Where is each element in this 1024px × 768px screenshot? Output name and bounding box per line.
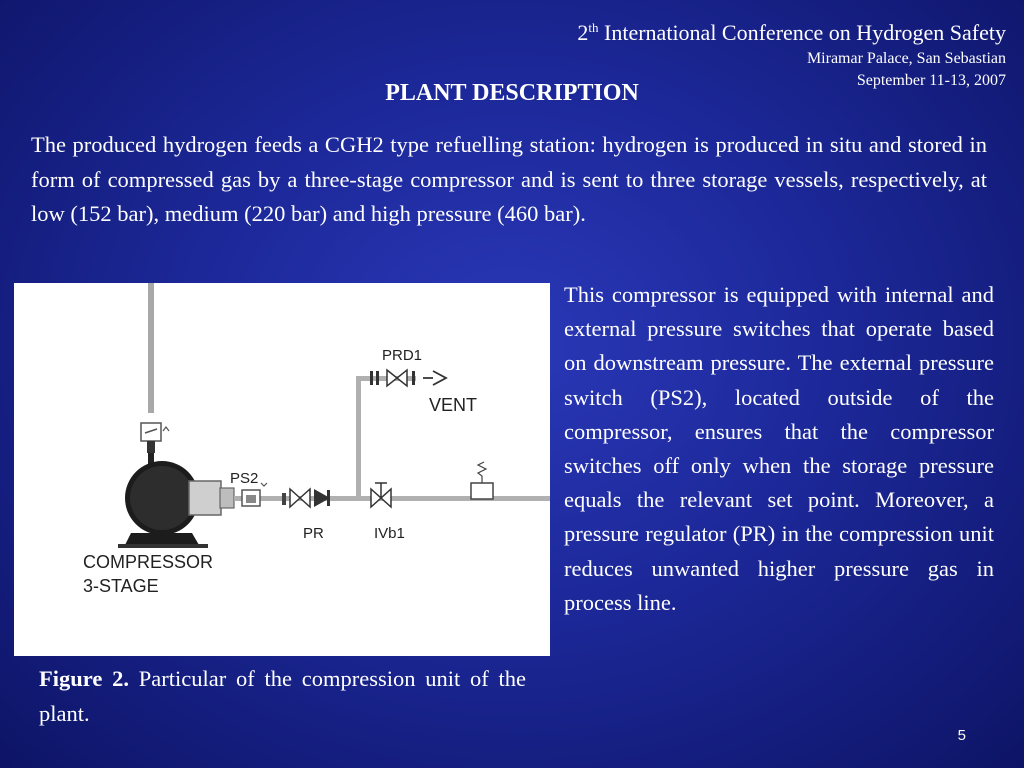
ivb1-label: IVb1: [374, 525, 405, 542]
vertical-pipe: [148, 283, 154, 413]
ordinal-suffix: th: [588, 20, 599, 35]
ps2-label: PS2: [230, 470, 259, 487]
prd1-label: PRD1: [382, 347, 423, 364]
isolation-valve-icon: [371, 483, 391, 507]
intro-paragraph: The produced hydrogen feeds a CGH2 type refuelling station: hydrogen is produced in situ and stored in form of compressed gas by a three-stage compressor and is sent to three storage vessels, respectively, at low (152 bar), medium (220 bar) and high pressure (460 bar).: [31, 132, 987, 226]
compressor-icon: [118, 453, 234, 548]
main-horizontal-pipe: [234, 496, 550, 501]
spring-device-icon: [471, 462, 493, 499]
conference-title: 2th International Conference on Hydrogen Safety: [577, 20, 1006, 45]
pr-label: PR: [303, 525, 324, 542]
compression-unit-figure: [14, 283, 550, 656]
compressor-stage-label: 3-STAGE: [83, 576, 159, 596]
relief-valve-icon: [141, 423, 169, 453]
compressor-label: COMPRESSOR: [83, 552, 214, 572]
page-number: 5: [957, 727, 966, 744]
slide-title: PLANT DESCRIPTION: [385, 80, 639, 106]
compressor-description: This compressor is equipped with internal and external pressure switches that operate based on downstream pressure. The external pressure switch (PS2), located outside of the compressor, ensures that the compressor switches off only when the storage pressure equals the relevant set point. Moreover, a pressure regulator (PR) in the compression unit reduces unwanted higher pressure gas in process line.: [564, 282, 994, 615]
conference-venue: Miramar Palace, San Sebastian: [806, 50, 1006, 67]
vent-branch-pipe: [356, 378, 361, 498]
figure-caption: [39, 662, 526, 731]
vent-label: VENT: [429, 395, 478, 415]
figure-caption-text: Particular of the compression unit of the plant.: [39, 666, 526, 726]
conference-dates: September 11-13, 2007: [856, 72, 1006, 89]
plant-diagram: [14, 283, 550, 656]
figure-number: Figure 2.: [39, 666, 129, 691]
